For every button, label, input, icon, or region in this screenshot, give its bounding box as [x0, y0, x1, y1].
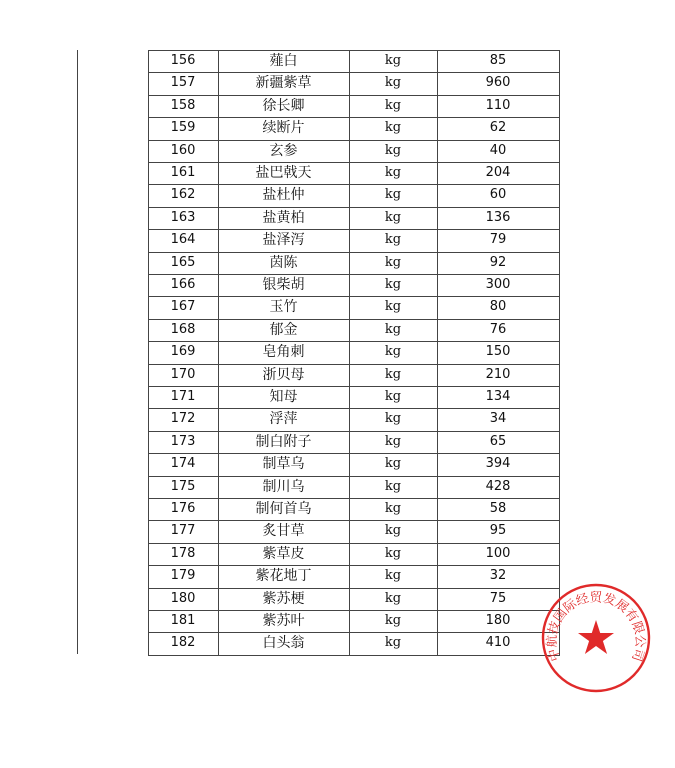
table-row — [148, 543, 559, 565]
quantity: 75 — [489, 590, 507, 606]
item-name: 盐杜仲 — [262, 187, 305, 204]
item-name: 紫草皮 — [262, 545, 305, 562]
quantity: 32 — [489, 568, 507, 584]
row-number: 170 — [170, 366, 196, 382]
item-name: 郁金 — [269, 321, 298, 338]
item-name: 白头翁 — [262, 635, 305, 652]
quantity: 58 — [489, 501, 507, 516]
item-name: 紫苏梗 — [262, 590, 305, 607]
item-name: 紫苏叶 — [262, 613, 305, 629]
unit: kg — [384, 299, 402, 315]
unit: kg — [384, 209, 402, 225]
unit: kg — [384, 97, 402, 113]
unit: kg — [384, 165, 402, 180]
item-name: 制草乌 — [262, 456, 305, 473]
unit: kg — [384, 590, 402, 606]
table-row — [148, 386, 559, 408]
table-row — [148, 72, 559, 94]
unit: kg — [384, 321, 402, 337]
table-row — [148, 431, 559, 453]
unit: kg — [384, 277, 402, 292]
item-name: 盐泽泻 — [262, 232, 305, 249]
unit: kg — [384, 523, 402, 539]
quantity: 394 — [485, 456, 511, 472]
row-number: 157 — [170, 75, 196, 91]
unit: kg — [384, 254, 402, 270]
outer-left-border — [77, 50, 78, 654]
table-row — [148, 364, 559, 386]
row-number: 179 — [170, 568, 196, 584]
table-row — [148, 207, 559, 229]
row-number: 160 — [170, 142, 196, 158]
item-name: 浮萍 — [269, 411, 298, 428]
row-border — [148, 655, 560, 656]
quantity: 960 — [485, 75, 511, 91]
unit: kg — [384, 53, 402, 68]
item-name: 续断片 — [262, 120, 305, 137]
row-number: 164 — [170, 232, 196, 248]
unit: kg — [384, 411, 402, 427]
unit: kg — [384, 232, 402, 248]
row-number: 166 — [170, 277, 196, 292]
unit: kg — [384, 456, 402, 472]
row-number: 158 — [170, 97, 196, 113]
unit: kg — [384, 344, 402, 360]
quantity: 410 — [485, 635, 511, 651]
quantity: 110 — [485, 97, 511, 113]
quantity: 60 — [489, 187, 507, 203]
quantity: 85 — [489, 53, 507, 68]
unit: kg — [384, 75, 402, 91]
table-row — [148, 476, 559, 498]
row-number: 161 — [170, 165, 196, 180]
row-number: 175 — [170, 478, 196, 494]
row-number: 159 — [170, 120, 196, 136]
row-number: 156 — [170, 53, 196, 68]
table-row — [148, 117, 559, 139]
table-row — [148, 588, 559, 610]
row-number: 163 — [170, 209, 196, 225]
table-row — [148, 565, 559, 587]
table-row — [148, 162, 559, 184]
quantity: 428 — [485, 478, 511, 494]
table-row — [148, 520, 559, 542]
unit: kg — [384, 433, 402, 449]
quantity: 100 — [485, 545, 511, 561]
row-number: 180 — [170, 590, 196, 606]
star-icon — [578, 620, 614, 654]
item-name: 知母 — [269, 389, 298, 405]
row-number: 165 — [170, 254, 196, 270]
table-row — [148, 632, 559, 654]
unit: kg — [384, 187, 402, 203]
row-number: 178 — [170, 545, 196, 561]
table-row — [148, 610, 559, 632]
quantity: 34 — [489, 411, 507, 427]
item-name: 制白附子 — [255, 433, 312, 450]
quantity: 92 — [489, 254, 507, 270]
row-number: 181 — [170, 613, 196, 628]
table-row — [148, 50, 559, 72]
item-name: 盐巴戟天 — [255, 165, 312, 181]
row-number: 167 — [170, 299, 196, 315]
table-row — [148, 319, 559, 341]
item-name: 皂角刺 — [262, 344, 305, 361]
quantity: 65 — [489, 433, 507, 449]
quantity: 136 — [485, 209, 511, 225]
unit: kg — [384, 568, 402, 584]
row-number: 171 — [170, 389, 196, 404]
row-number: 176 — [170, 501, 196, 516]
quantity: 204 — [485, 165, 511, 180]
quantity: 300 — [485, 277, 511, 292]
item-name: 盐黄柏 — [262, 209, 305, 226]
table-row — [148, 453, 559, 475]
unit: kg — [384, 120, 402, 136]
item-name: 玄参 — [269, 142, 298, 159]
quantity: 40 — [489, 142, 507, 158]
unit: kg — [384, 635, 402, 651]
table-row — [148, 252, 559, 274]
table-row — [148, 408, 559, 430]
table-row — [148, 140, 559, 162]
unit: kg — [384, 613, 402, 628]
quantity: 79 — [489, 232, 507, 248]
row-number: 182 — [170, 635, 196, 651]
quantity: 95 — [489, 523, 507, 539]
quantity: 80 — [489, 299, 507, 315]
quantity: 62 — [489, 120, 507, 136]
row-number: 168 — [170, 321, 196, 337]
quantity: 210 — [485, 366, 511, 382]
item-name: 薤白 — [269, 53, 298, 69]
table-row — [148, 229, 559, 251]
unit: kg — [384, 142, 402, 158]
item-name: 玉竹 — [269, 299, 298, 316]
quantity: 180 — [485, 613, 511, 628]
item-name: 银柴胡 — [262, 277, 305, 293]
row-number: 177 — [170, 523, 196, 539]
table-row — [148, 95, 559, 117]
seal-text: 中航技国际经贸发展有限公司 — [543, 589, 649, 664]
row-number: 173 — [170, 433, 196, 449]
unit: kg — [384, 501, 402, 516]
item-name: 茵陈 — [269, 254, 298, 271]
quantity: 134 — [485, 389, 511, 404]
item-name: 制何首乌 — [255, 501, 312, 517]
item-name: 紫花地丁 — [255, 568, 312, 585]
row-number: 174 — [170, 456, 196, 472]
row-number: 169 — [170, 344, 196, 360]
unit: kg — [384, 366, 402, 382]
unit: kg — [384, 389, 402, 404]
quantity: 150 — [485, 344, 511, 360]
item-name: 徐长卿 — [262, 97, 305, 114]
table-row — [148, 296, 559, 318]
table-row — [148, 184, 559, 206]
table-row — [148, 341, 559, 363]
company-seal — [540, 582, 652, 694]
item-name: 浙贝母 — [262, 366, 305, 383]
item-name: 新疆紫草 — [255, 75, 312, 92]
table-row — [148, 498, 559, 520]
row-number: 162 — [170, 187, 196, 203]
unit: kg — [384, 545, 402, 561]
row-number: 172 — [170, 411, 196, 427]
unit: kg — [384, 478, 402, 494]
quantity: 76 — [489, 321, 507, 337]
table-row — [148, 274, 559, 296]
item-name: 炙甘草 — [262, 523, 305, 540]
item-name: 制川乌 — [262, 478, 305, 495]
